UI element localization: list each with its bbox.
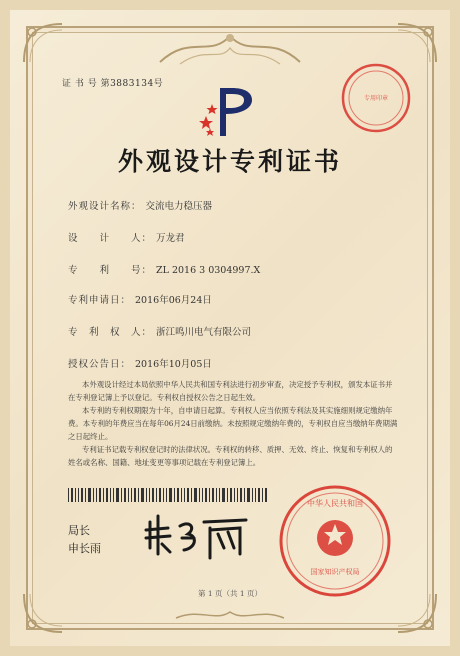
designer-label: 设 计 人：: [68, 233, 153, 244]
top-ornament-icon: [150, 28, 310, 72]
handwritten-signature-icon: [140, 508, 252, 564]
filing-date-row: [68, 292, 212, 306]
certificate-number: 证 书 号 第3883134号: [62, 79, 164, 89]
designer-row: [68, 230, 185, 244]
grant-date-label: 授权公告日：: [68, 359, 132, 370]
grant-date-value: 2016年10月05日: [135, 359, 212, 370]
designer-value: 万龙君: [156, 233, 185, 244]
commissioner-label: 申长雨: [68, 542, 101, 555]
grant-date-row: [68, 356, 212, 370]
svg-text:国家知识产权局: 国家知识产权局: [310, 568, 360, 576]
patent-office-logo-icon: [198, 82, 262, 140]
body-paragraph-3: 专利证书记载专利权登记时的法律状况。专利权的转移、质押、无效、终止、恢复和专利权人的姓名或名称、国籍、地址变更等事项记载在专利登记簿上。: [68, 445, 393, 467]
patent-number-label: 专 利 号：: [68, 265, 153, 276]
design-name-row: [68, 198, 212, 212]
patentee-row: [68, 324, 251, 338]
body-paragraph-1: 本外观设计经过本局依照中华人民共和国专利法进行初步审查，决定授予专利权，颁发本证书并在专利登记簿上予以登记。专利权自授权公告之日起生效。: [68, 380, 393, 402]
corner-ornament-icon: [394, 20, 440, 66]
design-name-label: 外观设计名称：: [68, 201, 142, 212]
design-name-value: 交流电力稳压器: [145, 201, 213, 212]
patentee-label: 专 利 权 人：: [68, 327, 153, 338]
page-title: 外观设计专利证书: [117, 147, 342, 176]
filing-date-value: 2016年06月24日: [135, 295, 212, 306]
page-number: 第 1 页（共 1 页）: [197, 589, 263, 598]
svg-text:中华人民共和国: 中华人民共和国: [307, 499, 363, 508]
patentee-value: 浙江鸣川电气有限公司: [156, 327, 252, 338]
official-seal-icon: [278, 484, 392, 598]
director-label: 局长: [68, 524, 90, 537]
body-paragraph-2: 本专利的专利权期限为十年，自申请日起算。专利权人应当依照专利法及其实施细则规定缴纳年费。本专利的年费应当在每年06月24日前缴纳。未按照规定缴纳年费的，专利权自应当缴纳年费期满之日起终止。: [68, 406, 398, 441]
barcode-icon: [68, 488, 268, 502]
patent-number-value: ZL 2016 3 0304997.X: [156, 265, 261, 276]
bottom-ornament-icon: [170, 606, 290, 624]
corner-ornament-icon: [20, 20, 66, 66]
svg-text:专用印章: 专用印章: [363, 95, 389, 102]
patent-number-row: [68, 262, 260, 276]
filing-date-label: 专利申请日：: [68, 295, 132, 306]
company-seal-icon: [340, 62, 412, 134]
